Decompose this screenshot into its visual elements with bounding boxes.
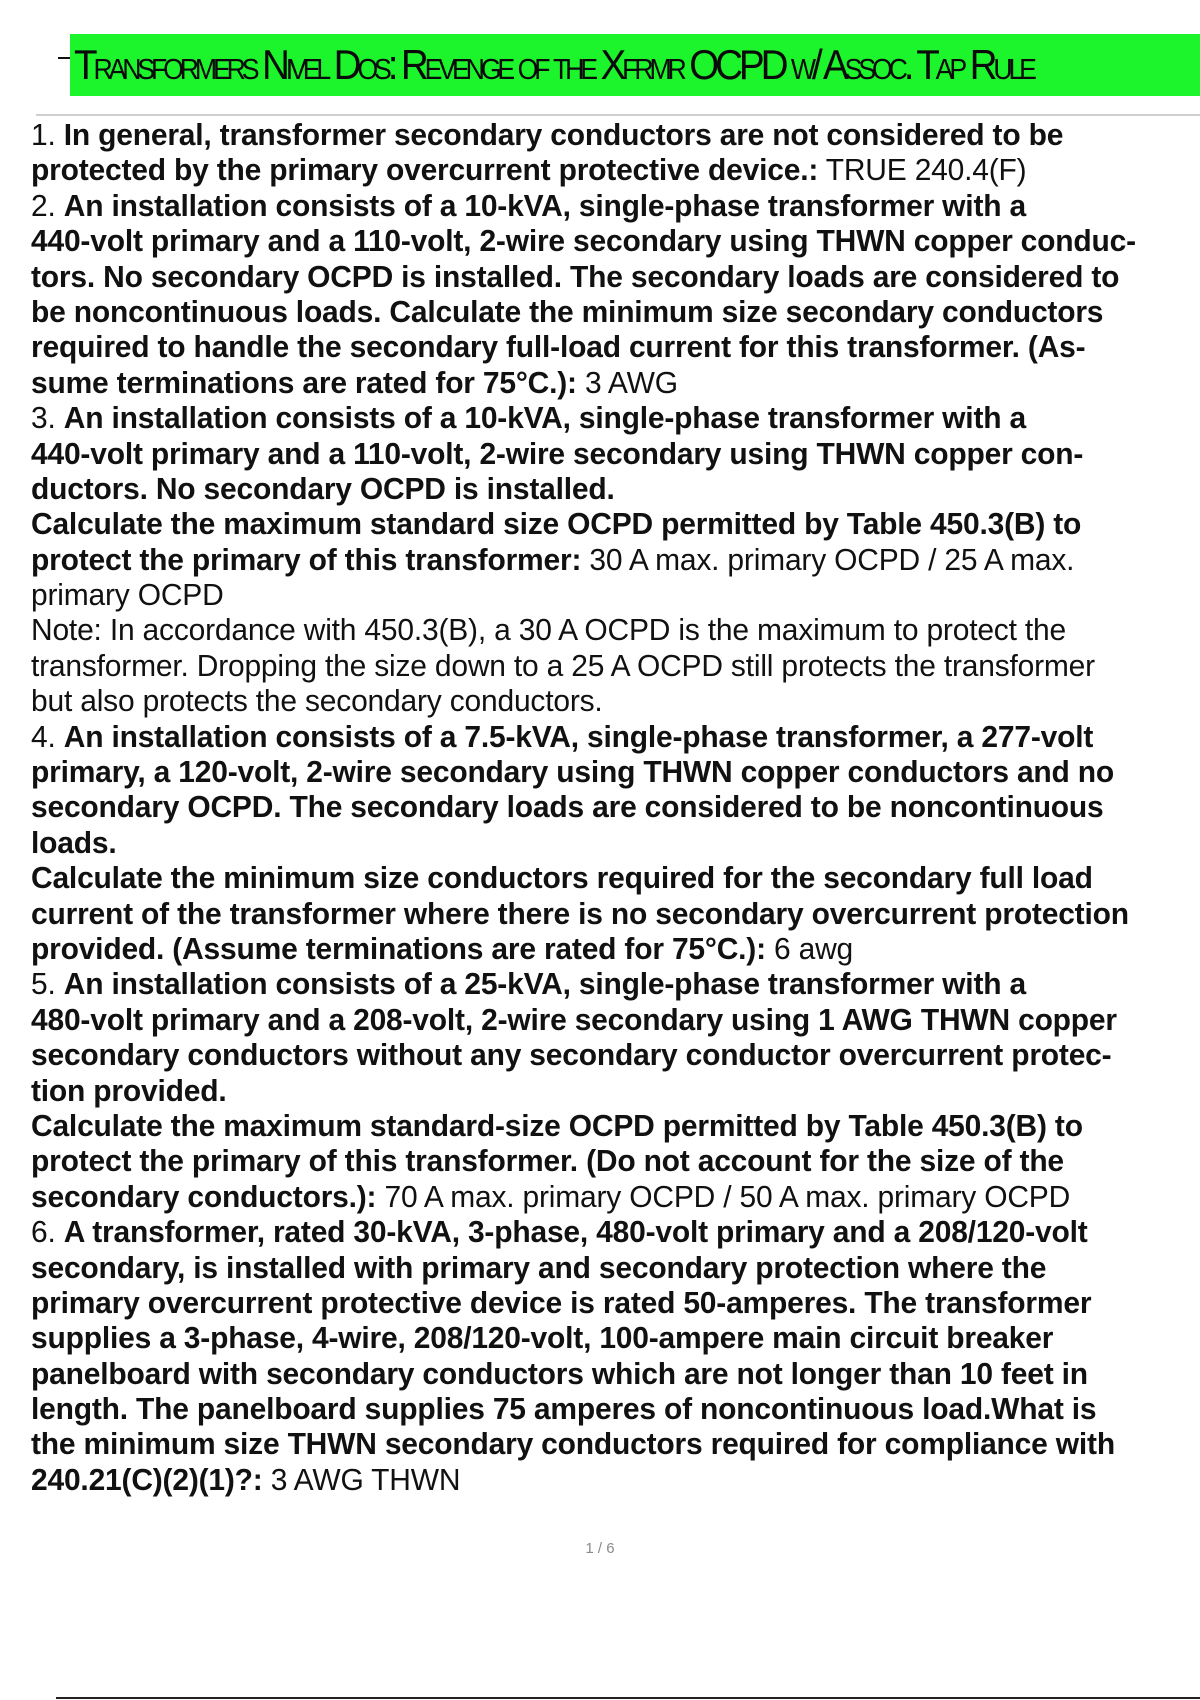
question-text: panelboard with secondary conductors which are not longer than 10 feet in [31, 1356, 1088, 1391]
question-text: Calculate the minimum size conductors required for the secondary full load [31, 861, 1093, 896]
question-text: 440-volt primary and a 110-volt, 2-wire secondary using THWN copper con- [31, 436, 1084, 471]
text-line [31, 1321, 1191, 1356]
text-line [31, 613, 1191, 648]
question-text: ductors. No secondary OCPD is installed. [31, 471, 615, 506]
question-text: An installation consists of a 7.5-kVA, single-phase transformer, a 277-volt [63, 719, 1094, 754]
text-line [31, 1392, 1191, 1427]
question-text: An installation consists of a 25-kVA, single-phase transformer with a [63, 967, 1026, 1002]
question-text: provided. (Assume terminations are rated for 75°C.): [31, 931, 766, 966]
text-line [31, 1286, 1191, 1321]
answer-text: 5. [31, 967, 64, 1002]
answer-text: 3. [31, 401, 64, 436]
answer-text: 30 A max. primary OCPD / 25 A max. [581, 542, 1075, 577]
text-line [31, 1109, 1191, 1144]
text-line [31, 330, 1191, 365]
question-text: tors. No secondary OCPD is installed. The secondary loads are considered to [31, 259, 1120, 294]
text-line [31, 967, 1191, 1002]
title-banner [70, 34, 1200, 96]
title-divider [36, 114, 1200, 116]
text-line [31, 507, 1191, 542]
answer-text: 4. [31, 719, 64, 754]
document-title: Transformers Nivel Dos: Revenge of the Xfrmr OCPD w/ Assoc. Tap Rule [74, 41, 1033, 88]
text-line [31, 543, 1191, 578]
answer-text: 6. [31, 1215, 64, 1250]
text-line [31, 720, 1191, 755]
text-line [31, 1251, 1191, 1286]
text-line [31, 755, 1191, 790]
answer-text: primary OCPD [31, 578, 224, 613]
question-text: primary overcurrent protective device is rated 50-amperes. The transformer [31, 1285, 1092, 1320]
text-line [31, 1003, 1191, 1038]
answer-text: 6 awg [765, 931, 854, 966]
question-text: secondary conductors without any secondary conductor overcurrent protec- [31, 1038, 1112, 1073]
question-text: 440-volt primary and a 110-volt, 2-wire secondary using THWN copper conduc- [31, 224, 1136, 259]
text-line [31, 1463, 1191, 1498]
text-line [31, 826, 1191, 861]
answer-text: transformer. Dropping the size down to a 25 A OCPD still protects the transformer [31, 648, 1095, 683]
text-line [31, 790, 1191, 825]
text-line [31, 224, 1191, 259]
question-list [31, 118, 1200, 1498]
text-line [31, 295, 1191, 330]
question-text: Calculate the maximum standard size OCPD permitted by Table 450.3(B) to [31, 507, 1082, 542]
question-text: the minimum size THWN secondary conductors required for compliance with [31, 1427, 1115, 1462]
question-text: protected by the primary overcurrent protective device.: [31, 153, 819, 188]
answer-text: 1. [31, 118, 64, 152]
answer-text: but also protects the secondary conductors. [31, 684, 603, 719]
question-text: required to handle the secondary full-load current for this transformer. (As- [31, 330, 1086, 365]
text-line [31, 1144, 1191, 1179]
question-text: 480-volt primary and a 208-volt, 2-wire secondary using 1 AWG THWN copper [31, 1002, 1117, 1037]
text-line [31, 189, 1191, 224]
question-text: An installation consists of a 10-kVA, single-phase transformer with a [63, 188, 1026, 223]
question-text: sume terminations are rated for 75°C.): [31, 365, 577, 400]
question-text: Calculate the maximum standard-size OCPD permitted by Table 450.3(B) to [31, 1108, 1083, 1143]
text-line [31, 649, 1191, 684]
question-text: An installation consists of a 10-kVA, single-phase transformer with a [63, 401, 1026, 436]
text-line [31, 260, 1191, 295]
question-text: protect the primary of this transformer: [31, 542, 582, 577]
question-text: length. The panelboard supplies 75 amperes of noncontinuous load.What is [31, 1392, 1097, 1427]
text-line [31, 1427, 1191, 1462]
question-text: supplies a 3-phase, 4-wire, 208/120-volt, 100-ampere main circuit breaker [31, 1321, 1054, 1356]
text-line [31, 578, 1191, 613]
answer-text: Note: In accordance with 450.3(B), a 30 A OCPD is the maximum to protect the [31, 613, 1066, 648]
answer-text: 2. [31, 188, 64, 223]
question-text: current of the transformer where there is no secondary overcurrent protection [31, 896, 1129, 931]
answer-text: TRUE 240.4(F) [818, 153, 1027, 188]
text-line [31, 153, 1191, 188]
text-line [31, 1038, 1191, 1073]
text-line [31, 897, 1191, 932]
question-text: secondary, is installed with primary and secondary protection where the [31, 1250, 1047, 1285]
text-line [31, 861, 1191, 896]
text-line [31, 1357, 1191, 1392]
question-text: protect the primary of this transformer. (Do not account for the size of the [31, 1144, 1064, 1179]
question-text: tion provided. [31, 1073, 227, 1108]
answer-text: 3 AWG THWN [262, 1462, 461, 1497]
text-line [31, 1074, 1191, 1109]
page-number: 1 / 6 [585, 1540, 615, 1557]
question-text: loads. [31, 825, 117, 860]
question-text: A transformer, rated 30-kVA, 3-phase, 480-volt primary and a 208/120-volt [63, 1215, 1088, 1250]
question-text: secondary conductors.): [31, 1179, 377, 1214]
question-text: primary, a 120-volt, 2-wire secondary using THWN copper conductors and no [31, 755, 1115, 790]
text-line [31, 472, 1191, 507]
bottom-divider [56, 1697, 1200, 1699]
text-line [31, 1180, 1191, 1215]
answer-text: 3 AWG [576, 365, 678, 400]
text-line [31, 437, 1191, 472]
text-line [31, 118, 1191, 153]
question-text: In general, transformer secondary conductors are not considered to be [63, 118, 1064, 152]
text-line [31, 366, 1191, 401]
question-text: be noncontinuous loads. Calculate the minimum size secondary conductors [31, 294, 1104, 329]
text-line [31, 684, 1191, 719]
text-line [31, 1215, 1191, 1250]
question-text: secondary OCPD. The secondary loads are considered to be noncontinuous [31, 790, 1104, 825]
text-line [31, 401, 1191, 436]
question-text: 240.21(C)(2)(1)?: [31, 1462, 263, 1497]
answer-text: 70 A max. primary OCPD / 50 A max. primary OCPD [376, 1179, 1071, 1214]
text-line [31, 932, 1191, 967]
